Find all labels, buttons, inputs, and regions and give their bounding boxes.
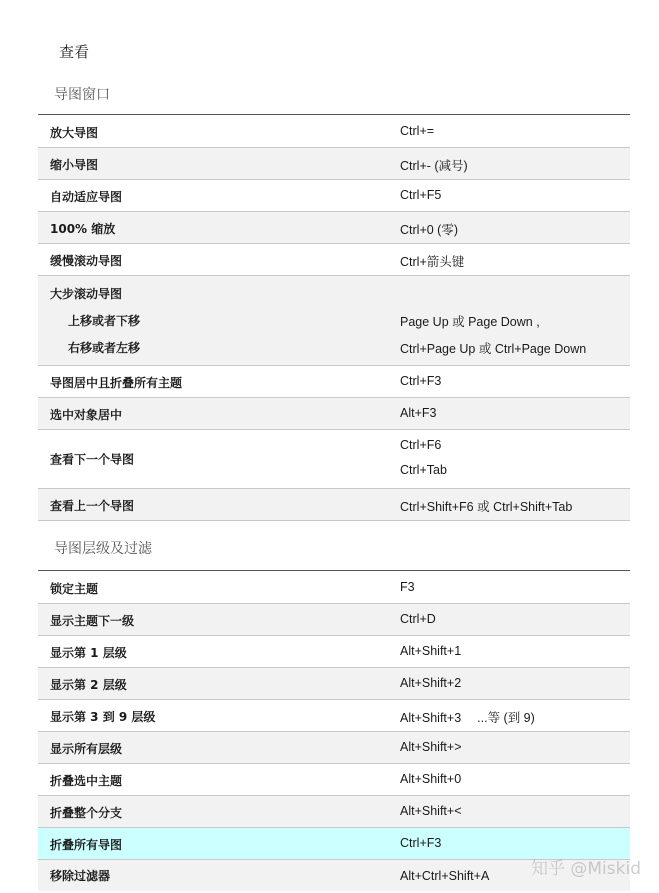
table-row: [38, 732, 630, 764]
row-action: 显示第 1 层级: [50, 646, 127, 660]
row-shortcut: Alt+Shift+>: [400, 740, 462, 754]
row-action: 显示主题下一级: [50, 614, 135, 628]
table-row: [38, 668, 630, 700]
table-row: [38, 244, 630, 276]
row-shortcut: Ctrl+F6: [400, 438, 442, 452]
table-row: [38, 604, 630, 636]
row-action: 显示第 2 层级: [50, 678, 127, 692]
row-shortcut: Alt+Shift+2: [400, 676, 462, 690]
row-sub-action: 上移或者下移: [68, 314, 141, 328]
table-row: [38, 276, 630, 366]
row-action: 放大导图: [50, 126, 99, 140]
row-action: 查看上一个导图: [50, 499, 135, 513]
row-action: 选中对象居中: [50, 408, 123, 422]
row-shortcut: Ctrl+F3: [400, 836, 442, 850]
row-shortcut: [400, 708, 535, 726]
row-action: 折叠选中主题: [50, 774, 123, 788]
row-action: 显示第 3 到 9 层级: [50, 710, 156, 724]
table-row: [38, 180, 630, 212]
row-action: 显示所有层级: [50, 742, 123, 756]
section-title: 导图层级及过滤: [54, 541, 152, 557]
row-action: 缓慢滚动导图: [50, 254, 123, 268]
section-map-window: [38, 84, 630, 521]
row-action: 锁定主题: [50, 582, 99, 596]
table-row: [38, 571, 630, 604]
row-shortcut-key: Alt+Shift+3: [400, 711, 462, 725]
table-row: [38, 764, 630, 796]
row-shortcut: Alt+F3: [400, 406, 437, 420]
row-shortcut: Alt+Shift+1: [400, 644, 462, 658]
row-action: 折叠整个分支: [50, 806, 123, 820]
table-row: [38, 148, 630, 180]
row-action: 缩小导图: [50, 158, 99, 172]
table-row: [38, 796, 630, 828]
shortcut-table: [38, 570, 630, 891]
row-shortcut: Alt+Shift+0: [400, 772, 462, 786]
watermark: 知乎 @Miskid: [530, 859, 641, 879]
row-shortcut: Ctrl+Shift+F6 或 Ctrl+Shift+Tab: [400, 500, 573, 514]
section-map-levels-filter: [38, 538, 630, 891]
table-row: [38, 636, 630, 668]
row-shortcut: F3: [400, 580, 415, 594]
table-row: [38, 430, 630, 489]
page-title: 查看: [59, 43, 90, 61]
row-shortcut: Ctrl+F3: [400, 374, 442, 388]
row-shortcut: Ctrl+0 (零): [400, 223, 458, 237]
row-action: 移除过滤器: [50, 869, 111, 883]
row-shortcut: Ctrl+F5: [400, 188, 442, 202]
table-row: [38, 700, 630, 732]
table-row: [38, 398, 630, 430]
table-row: [38, 212, 630, 244]
row-shortcut: Ctrl+Tab: [400, 463, 447, 477]
row-shortcut: Ctrl+=: [400, 124, 435, 138]
row-action: 查看下一个导图: [50, 452, 135, 467]
row-shortcut: Ctrl+箭头键: [400, 255, 465, 269]
shortcut-table: [38, 114, 630, 521]
row-action: 折叠所有导图: [50, 838, 123, 852]
row-shortcut: Alt+Ctrl+Shift+A: [400, 869, 490, 883]
row-action: 自动适应导图: [50, 190, 123, 204]
row-sub-action: 右移或者左移: [68, 341, 141, 355]
row-shortcut-note: ...等 (到 9): [477, 711, 535, 725]
table-row: [38, 115, 630, 148]
row-shortcut: Alt+Shift+<: [400, 804, 462, 818]
row-shortcut: Ctrl+D: [400, 612, 436, 626]
row-shortcut: Ctrl+- (减号): [400, 159, 468, 173]
table-row: [38, 366, 630, 398]
row-action: 导图居中且折叠所有主题: [50, 376, 183, 390]
row-action: 100% 缩放: [50, 222, 116, 236]
table-row: [38, 489, 630, 521]
row-shortcut: Page Up 或 Page Down ,: [400, 315, 540, 329]
row-action: 大步滚动导图: [50, 287, 123, 301]
section-title: 导图窗口: [54, 87, 110, 103]
row-shortcut: Ctrl+Page Up 或 Ctrl+Page Down: [400, 342, 587, 356]
